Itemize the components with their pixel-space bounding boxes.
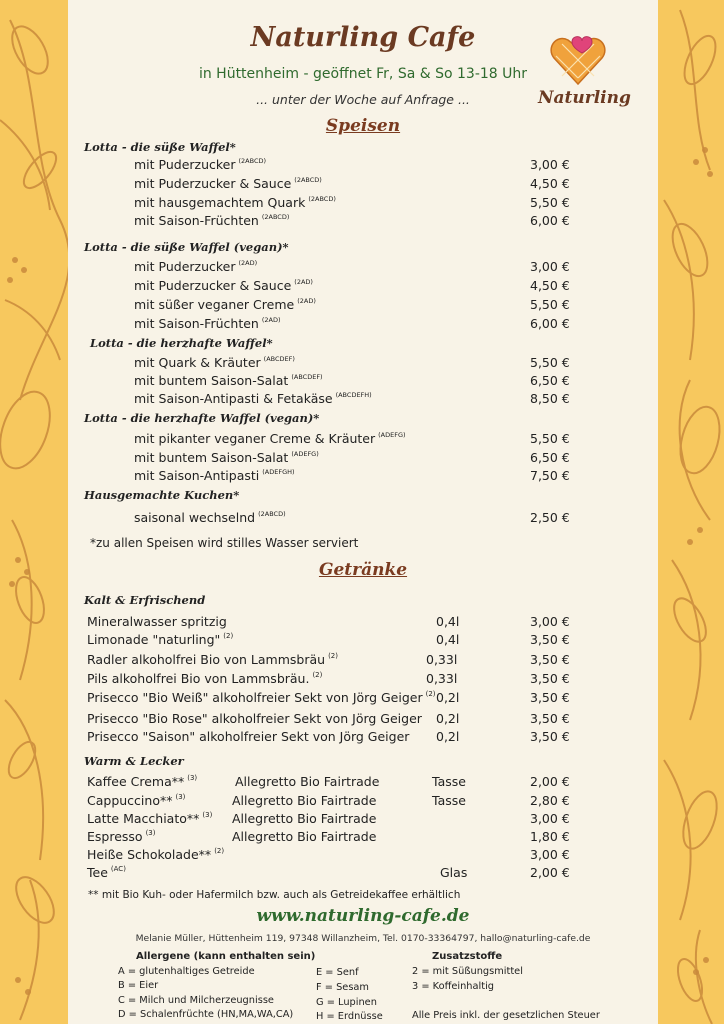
drink-origin: Allegretto Bio Fairtrade	[232, 811, 377, 826]
drink-price: 2,80 €	[530, 793, 570, 808]
additive-2: 2 = mit Süßungsmittel	[412, 966, 523, 977]
additives-title: Zusatzstoffe	[432, 951, 503, 962]
drink-volume: 0,2l	[436, 729, 460, 744]
drink-item: Pils alkoholfrei Bio von Lammsbräu. $^{(2)}$	[87, 671, 323, 686]
logo-wordmark: Naturling	[538, 88, 631, 108]
allergen-f: F = Sesam	[316, 982, 369, 993]
additive-3: 3 = Koffeinhaltig	[412, 981, 495, 992]
allergen-g: G = Lupinen	[316, 997, 377, 1008]
drink-item: Limonade "naturling" $^{(2)}$	[87, 632, 234, 647]
menu-item-price: 4,50 €	[530, 278, 570, 293]
menu-item-price: 6,00 €	[530, 316, 570, 331]
water-note: *zu allen Speisen wird stilles Wasser serviert	[90, 536, 359, 550]
drink-volume: 0,33l	[426, 671, 458, 686]
menu-item-price: 2,50 €	[530, 510, 570, 525]
menu-item: mit Puderzucker $^{(2AD)}$	[134, 259, 258, 274]
menu-item: mit Saison-Antipasti & Fetakäse $^{(ABCDEFH)}$	[134, 391, 372, 406]
drink-volume: 0,2l	[436, 690, 460, 705]
drink-price: 3,50 €	[530, 711, 570, 726]
drink-price: 3,50 €	[530, 671, 570, 686]
drink-item: Heiße Schokolade** $^{(2)}$	[87, 847, 225, 862]
drink-unit: Glas	[440, 865, 468, 880]
opening-hours: in Hüttenheim - geöffnet Fr, Sa & So 13-18 Uhr	[198, 66, 528, 82]
drink-volume: 0,4l	[436, 614, 460, 629]
drink-price: 3,00 €	[530, 811, 570, 826]
menu-item-price: 5,50 €	[530, 297, 570, 312]
menu-item: mit Saison-Früchten $^{(2AD)}$	[134, 316, 281, 331]
category-sweet-waffle: Lotta - die süße Waffel*	[84, 140, 236, 154]
drink-price: 3,50 €	[530, 729, 570, 744]
drink-item: Radler alkoholfrei Bio von Lammsbräu $^{(2)}$	[87, 652, 338, 667]
milk-note: ** mit Bio Kuh- oder Hafermilch bzw. auch als Getreidekaffee erhältlich	[88, 889, 461, 901]
category-savory-waffle-vegan: Lotta - die herzhafte Waffel (vegan)*	[84, 411, 320, 425]
menu-item: mit Saison-Antipasti $^{(ADEFGH)}$	[134, 468, 295, 483]
menu-item-price: 5,50 €	[530, 195, 570, 210]
drink-price: 3,50 €	[530, 632, 570, 647]
drink-unit: Tasse	[432, 774, 466, 789]
drink-volume: 0,4l	[436, 632, 460, 647]
drink-price: 2,00 €	[530, 774, 570, 789]
menu-item: mit Saison-Früchten $^{(2ABCD)}$	[134, 213, 290, 228]
menu-item: mit Puderzucker & Sauce $^{(2AD)}$	[134, 278, 313, 293]
menu-item-price: 3,00 €	[530, 157, 570, 172]
allergens-title: Allergene (kann enthalten sein)	[136, 951, 316, 962]
drink-unit: Tasse	[432, 793, 466, 808]
menu-item-price: 7,50 €	[530, 468, 570, 483]
menu-item-price: 5,50 €	[530, 355, 570, 370]
menu-item-price: 6,50 €	[530, 373, 570, 388]
food-section-title: Speisen	[325, 116, 401, 136]
drink-item: Prisecco "Saison" alkoholfreier Sekt von Jörg Geiger	[87, 729, 410, 744]
category-cakes: Hausgemachte Kuchen*	[84, 488, 240, 502]
cafe-title: Naturling Cafe	[250, 22, 476, 53]
menu-item: mit buntem Saison-Salat $^{(ADEFG)}$	[134, 450, 319, 465]
allergen-c: C = Milch und Milcherzeugnisse	[118, 995, 274, 1006]
weekday-note: ... unter der Woche auf Anfrage ...	[256, 92, 470, 107]
drink-item: Kaffee Crema** $^{(3)}$	[87, 774, 198, 789]
drink-price: 1,80 €	[530, 829, 570, 844]
waffle-heart-logo-icon	[548, 30, 608, 88]
menu-item: mit süßer veganer Creme $^{(2AD)}$	[134, 297, 316, 312]
category-cold-drinks: Kalt & Erfrischend	[84, 593, 206, 607]
drink-item: Espresso $^{(3)}$	[87, 829, 156, 844]
menu-item: mit Puderzucker & Sauce $^{(2ABCD)}$	[134, 176, 322, 191]
menu-item: mit hausgemachtem Quark $^{(2ABCD)}$	[134, 195, 336, 210]
drink-item: Prisecco "Bio Rose" alkoholfreier Sekt von Jörg Geiger	[87, 711, 422, 726]
menu-item: mit buntem Saison-Salat $^{(ABCDEF)}$	[134, 373, 323, 388]
allergen-a: A = glutenhaltiges Getreide	[118, 966, 255, 977]
menu-item: mit pikanter veganer Creme & Kräuter $^{(ADEFG)}$	[134, 431, 406, 446]
menu-item: saisonal wechselnd $^{(2ABCD)}$	[134, 510, 286, 525]
drinks-section-title: Getränke	[318, 560, 408, 580]
category-sweet-waffle-vegan: Lotta - die süße Waffel (vegan)*	[84, 240, 289, 254]
drink-price: 3,50 €	[530, 690, 570, 705]
menu-item-price: 6,50 €	[530, 450, 570, 465]
drink-item: Mineralwasser spritzig	[87, 614, 227, 629]
menu-item-price: 8,50 €	[530, 391, 570, 406]
drink-item: Latte Macchiato** $^{(3)}$	[87, 811, 213, 826]
menu-item: mit Puderzucker $^{(2ABCD)}$	[134, 157, 267, 172]
menu-item-price: 4,50 €	[530, 176, 570, 191]
drink-price: 3,00 €	[530, 847, 570, 862]
drink-origin: Allegretto Bio Fairtrade	[232, 793, 377, 808]
drink-price: 3,50 €	[530, 652, 570, 667]
category-warm-drinks: Warm & Lecker	[84, 754, 184, 768]
drink-item: Prisecco "Bio Weiß" alkoholfreier Sekt von Jörg Geiger $^{(2)}$	[87, 690, 436, 705]
menu-item: mit Quark & Kräuter $^{(ABCDEF)}$	[134, 355, 295, 370]
drink-item: Tee $^{(AC)}$	[87, 865, 126, 880]
drink-price: 3,00 €	[530, 614, 570, 629]
drink-origin: Allegretto Bio Fairtrade	[235, 774, 380, 789]
menu-page	[68, 0, 658, 1024]
drink-price: 2,00 €	[530, 865, 570, 880]
allergen-h: H = Erdnüsse	[316, 1011, 383, 1022]
menu-item-price: 5,50 €	[530, 431, 570, 446]
website-link[interactable]: www.naturling-cafe.de	[256, 906, 470, 926]
contact-address: Melanie Müller, Hüttenheim 119, 97348 Willanzheim, Tel. 0170-33364797, hallo@naturling-cafe.de	[135, 933, 591, 944]
category-savory-waffle: Lotta - die herzhafte Waffel*	[90, 336, 273, 350]
drink-volume: 0,2l	[436, 711, 460, 726]
drink-item: Cappuccino** $^{(3)}$	[87, 793, 186, 808]
menu-item-price: 3,00 €	[530, 259, 570, 274]
menu-item-price: 6,00 €	[530, 213, 570, 228]
allergen-b: B = Eier	[118, 980, 159, 991]
tax-note: Alle Preis inkl. der gesetzlichen Steuer	[412, 1010, 600, 1021]
allergen-e: E = Senf	[316, 967, 359, 978]
drink-origin: Allegretto Bio Fairtrade	[232, 829, 377, 844]
allergen-d: D = Schalenfrüchte (HN,MA,WA,CA)	[118, 1009, 294, 1020]
drink-volume: 0,33l	[426, 652, 458, 667]
